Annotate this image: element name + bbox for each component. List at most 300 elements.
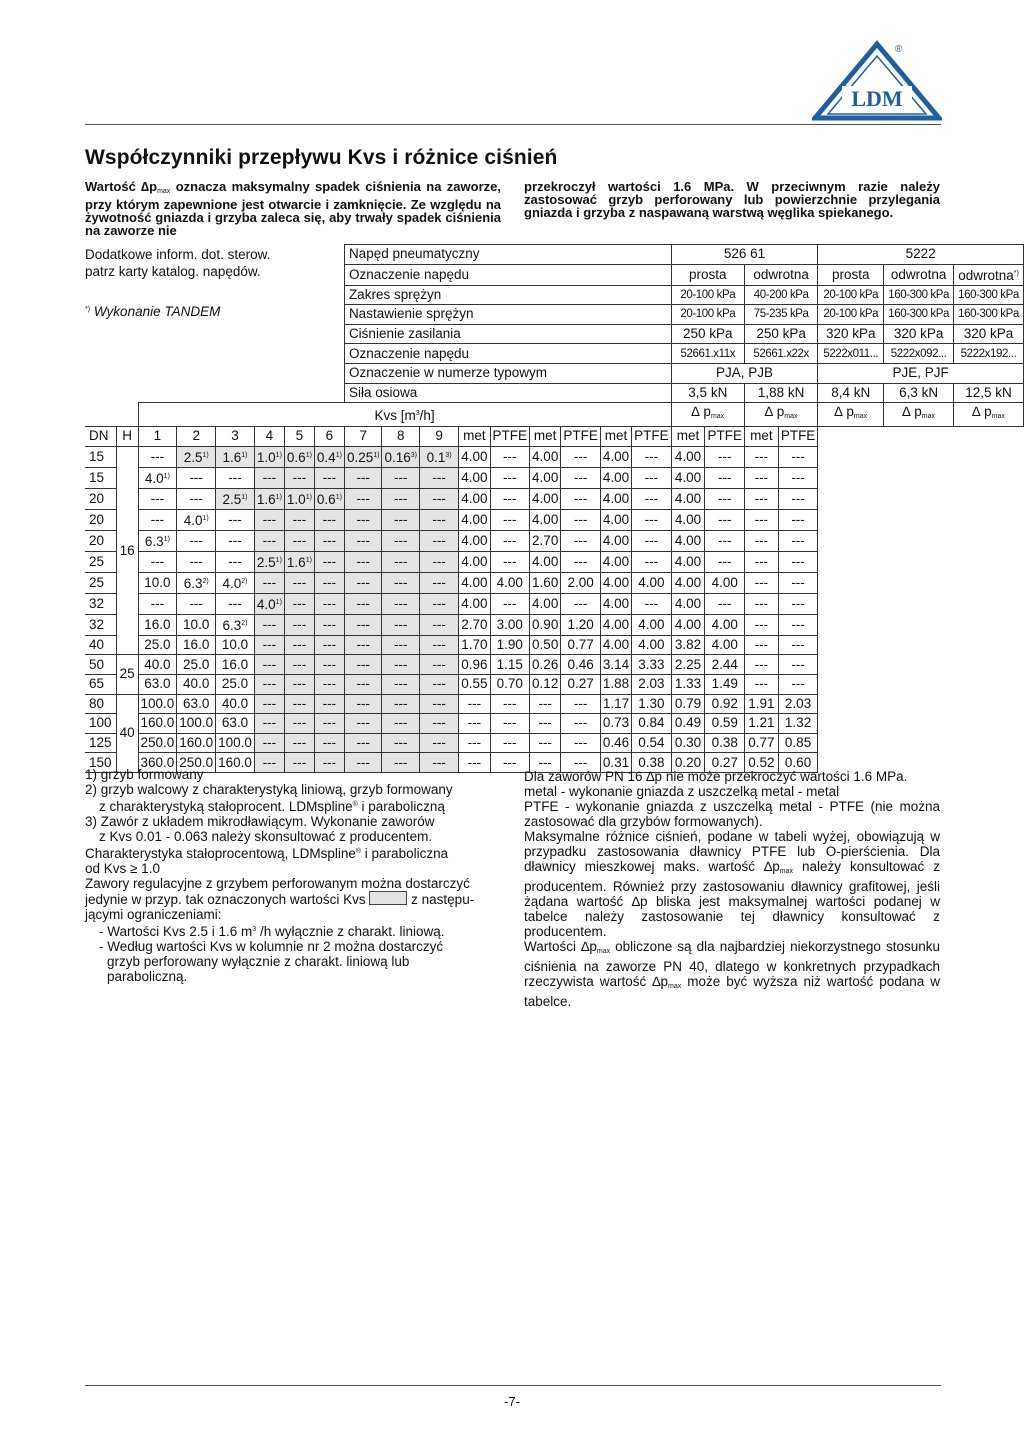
note-perforated-b: jedynie w przyp. tak oznaczonych wartości Kvs z następu- <box>85 892 475 907</box>
note-pn40: Wartości $\Delta p_{max}$ obliczone są dla najbardziej niekorzystnego stosunku ciśnienia na zaworze PN 40, dlatego w konkretnych przypadkach rzeczywista wartość $\Delta p_{max}$ może być wyższa niż wartość podana w tabelce. <box>524 939 940 1009</box>
dp-cell: --- <box>778 614 818 635</box>
kvs-cell: --- <box>314 733 344 753</box>
dp-cell: --- <box>632 467 672 488</box>
kvs-cell: --- <box>314 572 344 593</box>
kvs-cell: --- <box>254 655 284 675</box>
material-met-header: met <box>671 427 705 447</box>
kvs-cell: --- <box>382 714 420 734</box>
kvs-cell: --- <box>284 694 314 714</box>
kvs-cell: --- <box>382 614 420 635</box>
kvs-cell: --- <box>419 551 458 572</box>
dp-cell: 0.77 <box>561 635 601 655</box>
kvs-cell: --- <box>177 467 216 488</box>
note-perforated-c: jącymi ograniczeniami: <box>85 907 222 922</box>
dp-cell: --- <box>490 488 530 509</box>
dp-cell: 0.20 <box>671 753 705 773</box>
actuator-526: 526 61 <box>671 245 818 265</box>
kvs-cell: --- <box>216 509 255 530</box>
dp-cell: 0.38 <box>632 753 672 773</box>
table-row <box>85 593 1024 614</box>
dp-cell: 0.50 <box>530 635 561 655</box>
dn-cell: 80 <box>85 694 116 714</box>
dp-cell: --- <box>778 655 818 675</box>
kvs-cell: 0.6$^{1)}$ <box>314 488 344 509</box>
supply-cell: 320 kPa <box>884 324 954 344</box>
kvs-cell: --- <box>314 674 344 694</box>
note-limit-2c: paraboliczną. <box>107 969 188 984</box>
dp-cell: 1.49 <box>705 674 745 694</box>
dp-cell: --- <box>705 509 745 530</box>
dp-cell: --- <box>778 635 818 655</box>
dp-cell: 4.00 <box>459 446 490 467</box>
dn-cell: 32 <box>85 593 116 614</box>
dp-cell: 4.00 <box>530 509 561 530</box>
kvs-cell: 6.3$^{2)}$ <box>177 572 216 593</box>
kvs-col-header: 6 <box>314 427 344 447</box>
kvs-cell: --- <box>344 694 382 714</box>
dp-cell: 0.38 <box>705 733 745 753</box>
material-ptfe-header: PTFE <box>632 427 672 447</box>
kvs-cell: --- <box>382 593 420 614</box>
material-ptfe-header: PTFE <box>490 427 530 447</box>
dp-cell: --- <box>459 714 490 734</box>
dp-cell: 1.60 <box>530 572 561 593</box>
type-pja: PJA, PJB <box>671 363 818 383</box>
kvs-cell: --- <box>216 467 255 488</box>
page-number: -7- <box>504 1394 520 1409</box>
kvs-cell: 2.5$^{1)}$ <box>216 488 255 509</box>
kvs-cell: --- <box>419 509 458 530</box>
kvs-cell: --- <box>284 467 314 488</box>
kvs-cell: --- <box>314 753 344 773</box>
marking-cell: 5222x011... <box>818 344 884 364</box>
note-perforated-a: Zawory regulacyjne z grzybem perforowanym można dostarczyć <box>85 876 470 891</box>
footer-rule <box>85 1385 941 1386</box>
spring-range-label: Zakres sprężyn <box>344 285 671 305</box>
kvs-cell: --- <box>254 530 284 551</box>
table-row <box>85 530 1024 551</box>
dp-cell: --- <box>705 551 745 572</box>
dn-cell: 20 <box>85 509 116 530</box>
dp-cell: 0.49 <box>671 714 705 734</box>
dn-cell: 15 <box>85 467 116 488</box>
kvs-cell: --- <box>314 655 344 675</box>
kvs-cell: --- <box>138 551 177 572</box>
kvs-cell: --- <box>314 509 344 530</box>
dp-cell: 0.59 <box>705 714 745 734</box>
dp-cell: 4.00 <box>459 593 490 614</box>
marking-cell: 5222x192... <box>954 344 1024 364</box>
dn-cell: 50 <box>85 655 116 675</box>
kvs-col-header: 8 <box>382 427 420 447</box>
dp-cell: 0.55 <box>459 674 490 694</box>
kvs-cell: 10.0 <box>177 614 216 635</box>
kvs-cell: --- <box>382 488 420 509</box>
dp-cell: --- <box>705 593 745 614</box>
kvs-cell: --- <box>177 551 216 572</box>
dp-cell: 3.00 <box>490 614 530 635</box>
kvs-cell: --- <box>344 488 382 509</box>
dn-header: DN <box>85 427 116 447</box>
dp-cell: 4.00 <box>671 509 705 530</box>
kvs-cell: --- <box>284 674 314 694</box>
kvs-cell: --- <box>177 530 216 551</box>
supply-label: Ciśnienie zasilania <box>344 324 671 344</box>
table-row <box>85 467 1024 488</box>
dp-cell: --- <box>744 635 778 655</box>
kvs-cell: 16.0 <box>177 635 216 655</box>
dp-cell: --- <box>490 530 530 551</box>
force-cell: 12,5 kN <box>954 383 1024 403</box>
spring-range-cell: 160-300 kPa <box>884 285 954 305</box>
dp-cell: 4.00 <box>600 572 631 593</box>
kvs-cell: --- <box>254 674 284 694</box>
kvs-cell: 25.0 <box>216 674 255 694</box>
kvs-cell: 4.0$^{2)}$ <box>216 572 255 593</box>
force-cell: 8,4 kN <box>818 383 884 403</box>
dp-cell: 4.00 <box>671 572 705 593</box>
dp-cell: --- <box>778 530 818 551</box>
spring-set-cell: 20-100 kPa <box>671 305 744 325</box>
marking-cell: 52661.x11x <box>671 344 744 364</box>
kvs-cell: 4.0$^{1)}$ <box>138 467 177 488</box>
supply-cell: 250 kPa <box>744 324 817 344</box>
kvs-cell: --- <box>284 733 314 753</box>
kvs-cell: --- <box>177 593 216 614</box>
kvs-cell: 0.16$^{3)}$ <box>382 446 420 467</box>
dn-cell: 125 <box>85 733 116 753</box>
dp-cell: 4.00 <box>600 446 631 467</box>
h-cell: 25 <box>116 655 138 694</box>
dp-cell: 4.00 <box>671 530 705 551</box>
kvs-cell: 16.0 <box>216 655 255 675</box>
kvs-cell: --- <box>344 572 382 593</box>
dp-cell: 4.00 <box>530 551 561 572</box>
kvs-cell: --- <box>344 753 382 773</box>
table-row <box>85 614 1024 635</box>
kvs-cell: --- <box>284 753 314 773</box>
kvs-cell: --- <box>138 593 177 614</box>
dn-cell: 20 <box>85 530 116 551</box>
dp-cell: 0.27 <box>561 674 601 694</box>
note-limit-2b: grzyb perforowany wyłącznie z charakt. liniową lub <box>107 954 410 969</box>
marking-cell: 5222x092... <box>884 344 954 364</box>
dp-cell: --- <box>561 551 601 572</box>
kvs-cell: --- <box>419 572 458 593</box>
dp-cell: 0.92 <box>705 694 745 714</box>
dp-cell: --- <box>778 593 818 614</box>
design-cell: prosta <box>818 264 884 285</box>
material-ptfe-header: PTFE <box>561 427 601 447</box>
kvs-cell: 4.0$^{1)}$ <box>254 593 284 614</box>
kvs-cell: --- <box>254 635 284 655</box>
kvs-cell: --- <box>284 714 314 734</box>
dp-cell: 0.90 <box>530 614 561 635</box>
dp-max-header: ∆ $p_{max}$ <box>954 403 1024 427</box>
kvs-cell: --- <box>254 509 284 530</box>
kvs-cell: --- <box>344 674 382 694</box>
dp-cell: --- <box>490 733 530 753</box>
kvs-cell: 25.0 <box>138 635 177 655</box>
dp-cell: --- <box>744 614 778 635</box>
kvs-cell: --- <box>284 593 314 614</box>
dp-cell: --- <box>744 467 778 488</box>
footnotes-left <box>85 767 501 984</box>
dp-cell: 0.77 <box>744 733 778 753</box>
dp-cell: 0.96 <box>459 655 490 675</box>
h-header: H <box>116 427 138 447</box>
shaded-marker <box>369 891 407 905</box>
design-cell: prosta <box>671 264 744 285</box>
kvs-col-header: 3 <box>216 427 255 447</box>
kvs-cell: 25.0 <box>177 655 216 675</box>
table-row <box>85 655 1024 675</box>
dp-cell: 1.70 <box>459 635 490 655</box>
kvs-cell: 6.3$^{2)}$ <box>216 614 255 635</box>
dp-cell: --- <box>530 733 561 753</box>
dp-cell: 0.70 <box>490 674 530 694</box>
dp-cell: --- <box>561 530 601 551</box>
dp-cell: --- <box>744 509 778 530</box>
dp-cell: 4.00 <box>705 635 745 655</box>
dp-cell: --- <box>490 446 530 467</box>
kvs-cell: 16.0 <box>138 614 177 635</box>
dp-cell: --- <box>778 446 818 467</box>
dp-cell: 4.00 <box>671 446 705 467</box>
dp-cell: 4.00 <box>671 488 705 509</box>
table-row <box>85 572 1024 593</box>
footnote-1: 1) grzyb formowany <box>85 767 204 782</box>
marking-cell: 52661.x22x <box>744 344 817 364</box>
kvs-col-header: 9 <box>419 427 458 447</box>
dp-cell: 3.14 <box>600 655 631 675</box>
force-cell: 1,88 kN <box>744 383 817 403</box>
kvs-cell: 360.0 <box>138 753 177 773</box>
kvs-cell: --- <box>216 530 255 551</box>
dn-cell: 100 <box>85 714 116 734</box>
dp-cell: 4.00 <box>632 614 672 635</box>
side-note-2: patrz karty katalog. napędów. <box>85 264 261 279</box>
kvs-cell: --- <box>284 614 314 635</box>
dn-cell: 20 <box>85 488 116 509</box>
kvs-cell: 63.0 <box>216 714 255 734</box>
kvs-cell: --- <box>419 614 458 635</box>
dp-cell: 1.91 <box>744 694 778 714</box>
dp-cell: --- <box>530 714 561 734</box>
supply-cell: 320 kPa <box>954 324 1024 344</box>
kvs-cell: --- <box>344 733 382 753</box>
kvs-cell: --- <box>382 551 420 572</box>
dp-cell: 4.00 <box>671 467 705 488</box>
supply-cell: 320 kPa <box>818 324 884 344</box>
dp-cell: --- <box>490 593 530 614</box>
material-met-header: met <box>459 427 490 447</box>
dp-cell: --- <box>744 488 778 509</box>
kvs-table <box>85 244 1024 773</box>
page-title: Współczynniki przepływu Kvs i różnice ciśnień <box>85 146 558 169</box>
dp-cell: 0.30 <box>671 733 705 753</box>
force-label: Siła osiowa <box>344 383 671 403</box>
kvs-cell: --- <box>419 635 458 655</box>
dp-cell: --- <box>705 488 745 509</box>
dp-max-header: ∆ $p_{max}$ <box>671 403 744 427</box>
kvs-cell: --- <box>419 674 458 694</box>
dp-cell: 4.00 <box>600 551 631 572</box>
spring-set-cell: 160-300 kPa <box>954 305 1024 325</box>
note-charakterystyka: Charakterystyka stałoprocentową, LDMspline® i paraboliczna <box>85 846 449 861</box>
dp-cell: 4.00 <box>459 509 490 530</box>
logo-text: LDM <box>851 86 903 111</box>
material-ptfe-header: PTFE <box>705 427 745 447</box>
dp-cell: 0.52 <box>744 753 778 773</box>
kvs-cell: --- <box>254 753 284 773</box>
dp-cell: 4.00 <box>632 572 672 593</box>
dp-cell: --- <box>490 753 530 773</box>
dp-max-header: ∆ $p_{max}$ <box>818 403 884 427</box>
dp-cell: 4.00 <box>671 551 705 572</box>
table-row <box>85 714 1024 734</box>
logo-registered: ® <box>895 44 903 55</box>
kvs-cell: --- <box>138 509 177 530</box>
kvs-cell: --- <box>419 530 458 551</box>
dp-cell: 3.82 <box>671 635 705 655</box>
dn-cell: 150 <box>85 753 116 773</box>
dp-cell: 1.30 <box>632 694 672 714</box>
kvs-col-header: 1 <box>138 427 177 447</box>
dp-cell: 0.12 <box>530 674 561 694</box>
kvs-cell: --- <box>314 467 344 488</box>
dp-cell: --- <box>744 551 778 572</box>
kvs-cell: 40.0 <box>216 694 255 714</box>
footnote-3b: z Kvs 0.01 - 0.063 należy skonsultować z producentem. <box>99 829 433 844</box>
dp-cell: --- <box>490 509 530 530</box>
footnote-2b: z charakterystyką stałoprocent. LDMspline® i paraboliczną <box>99 799 445 814</box>
footnote-3a: 3) Zawór z układem mikrodławiącym. Wykonanie zaworów <box>85 814 435 829</box>
dp-cell: 0.46 <box>600 733 631 753</box>
spring-range-cell: 20-100 kPa <box>818 285 884 305</box>
note-metal: metal - wykonanie gniazda z uszczelką metal - metal <box>524 784 840 799</box>
note-limit-2a: - Według wartości Kvs w kolumnie nr 2 można dostarczyć <box>99 939 444 954</box>
header-rule <box>85 124 941 125</box>
dp-cell: 1.88 <box>600 674 631 694</box>
dp-cell: 4.00 <box>600 593 631 614</box>
dp-cell: 1.20 <box>561 614 601 635</box>
tandem-note: *) Wykonanie TANDEM <box>85 304 221 319</box>
actuator-5222: 5222 <box>818 245 1024 265</box>
kvs-cell: 10.0 <box>138 572 177 593</box>
dp-cell: 2.44 <box>705 655 745 675</box>
dp-cell: 4.00 <box>600 509 631 530</box>
kvs-cell: 40.0 <box>138 655 177 675</box>
dp-cell: --- <box>632 446 672 467</box>
kvs-unit-label: Kvs $[m^3/h]$ <box>138 403 671 427</box>
kvs-cell: --- <box>382 694 420 714</box>
kvs-cell: 0.6$^{1)}$ <box>284 446 314 467</box>
dp-cell: 1.17 <box>600 694 631 714</box>
table-row <box>85 551 1024 572</box>
kvs-cell: 6.3$^{1)}$ <box>138 530 177 551</box>
table-row <box>85 488 1024 509</box>
kvs-cell: --- <box>344 530 382 551</box>
dp-cell: 0.73 <box>600 714 631 734</box>
dp-cell: 1.33 <box>671 674 705 694</box>
kvs-cell: --- <box>419 593 458 614</box>
force-cell: 6,3 kN <box>884 383 954 403</box>
dp-cell: --- <box>561 694 601 714</box>
kvs-cell: 250.0 <box>138 733 177 753</box>
dp-cell: 4.00 <box>600 614 631 635</box>
kvs-cell: 10.0 <box>216 635 255 655</box>
dp-cell: 1.21 <box>744 714 778 734</box>
intro-right: przekroczył wartości 1.6 MPa. W przeciwnym razie należy zastosować grzyb perforowany lub powierzchnie przylegania gniazda i grzyba z naspawaną warstwą węglika spiekanego. <box>524 179 940 220</box>
dp-cell: 4.00 <box>632 635 672 655</box>
dp-cell: --- <box>459 733 490 753</box>
dp-cell: 4.00 <box>459 530 490 551</box>
dp-cell: --- <box>459 753 490 773</box>
kvs-cell: 1.6$^{1)}$ <box>216 446 255 467</box>
dp-cell: --- <box>561 593 601 614</box>
kvs-cell: --- <box>344 635 382 655</box>
kvs-cell: --- <box>314 551 344 572</box>
kvs-cell: 0.25$^{1)}$ <box>344 446 382 467</box>
dp-cell: --- <box>744 655 778 675</box>
type-pje: PJE, PJF <box>818 363 1024 383</box>
dp-cell: 4.00 <box>600 467 631 488</box>
kvs-cell: 1.0$^{1)}$ <box>284 488 314 509</box>
dn-cell: 25 <box>85 572 116 593</box>
dp-cell: 0.84 <box>632 714 672 734</box>
dp-cell: 0.60 <box>778 753 818 773</box>
dp-cell: 2.70 <box>530 530 561 551</box>
kvs-cell: 250.0 <box>177 753 216 773</box>
type-label: Oznaczenie w numerze typowym <box>344 363 671 383</box>
kvs-cell: --- <box>382 530 420 551</box>
dp-cell: --- <box>530 694 561 714</box>
kvs-col-header: 5 <box>284 427 314 447</box>
dp-cell: --- <box>561 714 601 734</box>
dp-cell: --- <box>778 572 818 593</box>
kvs-cell: --- <box>254 694 284 714</box>
kvs-cell: --- <box>314 714 344 734</box>
kvs-cell: --- <box>419 733 458 753</box>
note-limit-1: - Wartości Kvs 2.5 i 1.6 $m^3$ /h wyłącznie z charakt. liniową. <box>99 924 445 939</box>
dp-cell: --- <box>778 467 818 488</box>
kvs-cell: --- <box>344 509 382 530</box>
dp-cell: --- <box>459 694 490 714</box>
kvs-cell: 100.0 <box>216 733 255 753</box>
dp-cell: 4.00 <box>459 551 490 572</box>
dp-cell: 2.70 <box>459 614 490 635</box>
dp-max-header: ∆ $p_{max}$ <box>744 403 817 427</box>
dp-cell: --- <box>632 488 672 509</box>
dp-cell: 4.00 <box>671 593 705 614</box>
dp-cell: --- <box>490 467 530 488</box>
dp-cell: 2.25 <box>671 655 705 675</box>
kvs-cell: --- <box>216 593 255 614</box>
note-kvs-min: od Kvs ≥ 1.0 <box>85 861 160 876</box>
kvs-cell: --- <box>314 635 344 655</box>
table-row <box>85 446 1024 467</box>
dp-cell: --- <box>705 446 745 467</box>
dp-cell: 0.31 <box>600 753 631 773</box>
dp-cell: 4.00 <box>705 572 745 593</box>
actuator-label: Napęd pneumatyczny <box>344 245 671 265</box>
dp-cell: 2.03 <box>778 694 818 714</box>
kvs-cell: 0.4$^{1)}$ <box>314 446 344 467</box>
kvs-cell: --- <box>344 593 382 614</box>
dp-cell: --- <box>561 509 601 530</box>
dn-cell: 40 <box>85 635 116 655</box>
